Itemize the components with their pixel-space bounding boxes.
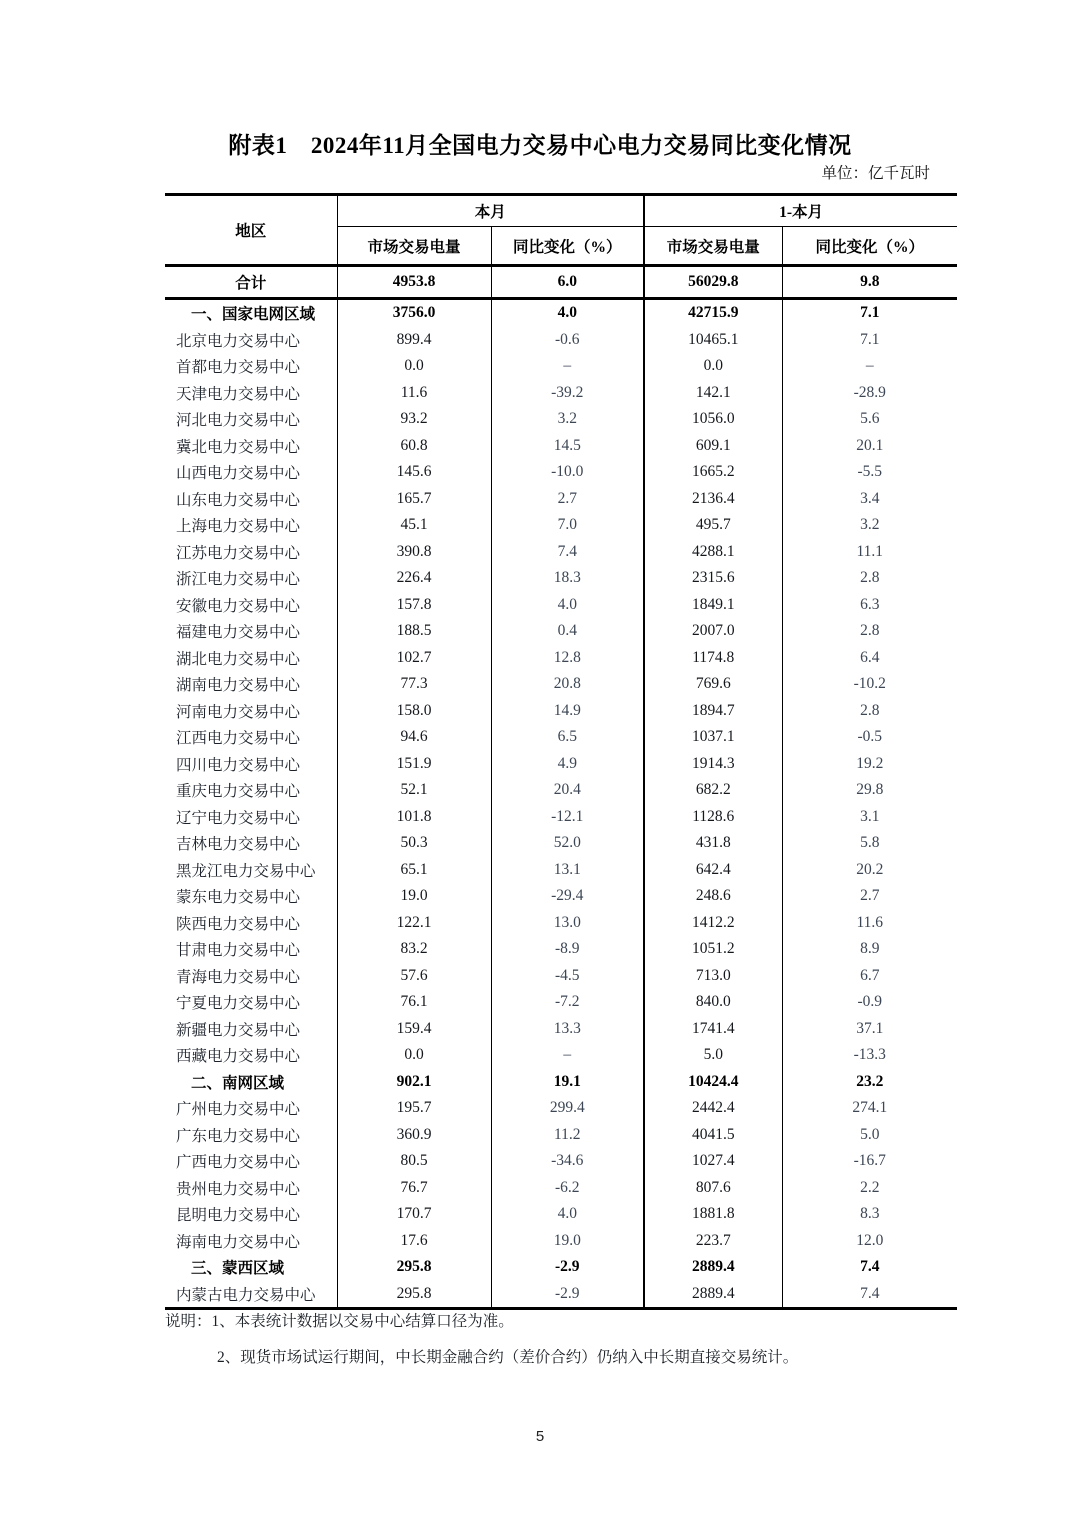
cumulative-volume-cell: 223.7 xyxy=(644,1228,782,1255)
total-current-volume-cell: 4953.8 xyxy=(337,266,491,299)
region-name-cell: 四川电力交易中心 xyxy=(165,751,337,778)
current-volume-cell: 902.1 xyxy=(337,1069,491,1096)
table-row xyxy=(165,830,957,857)
table-row xyxy=(165,1122,957,1149)
current-yoy-cell: -34.6 xyxy=(491,1148,644,1175)
table-body xyxy=(165,266,957,1309)
cumulative-volume-cell: 1128.6 xyxy=(644,804,782,831)
cumulative-volume-cell: 609.1 xyxy=(644,433,782,460)
current-volume-cell: 390.8 xyxy=(337,539,491,566)
col-header-current-month: 本月 xyxy=(337,195,644,227)
cumulative-yoy-cell: 2.8 xyxy=(860,569,880,587)
region-name-cell: 北京电力交易中心 xyxy=(165,327,337,354)
table-row xyxy=(165,327,957,354)
table-row xyxy=(165,1175,957,1202)
cumulative-volume-cell: 2136.4 xyxy=(644,486,782,513)
current-volume-cell: 77.3 xyxy=(337,671,491,698)
table-row xyxy=(165,459,957,486)
table-row xyxy=(165,857,957,884)
region-name-cell: 浙江电力交易中心 xyxy=(165,565,337,592)
cumulative-volume-cell: 42715.9 xyxy=(644,299,782,327)
cumulative-volume-cell: 642.4 xyxy=(644,857,782,884)
table-row xyxy=(165,433,957,460)
cumulative-volume-cell: 2889.4 xyxy=(644,1254,782,1281)
current-yoy-cell: 3.2 xyxy=(491,406,644,433)
current-yoy-cell: 2.7 xyxy=(491,486,644,513)
cumulative-volume-cell: 1894.7 xyxy=(644,698,782,725)
current-volume-cell: 158.0 xyxy=(337,698,491,725)
current-volume-cell: 102.7 xyxy=(337,645,491,672)
current-yoy-cell: 7.4 xyxy=(491,539,644,566)
current-volume-cell: 226.4 xyxy=(337,565,491,592)
table-row xyxy=(165,751,957,778)
cumulative-yoy-cell: 5.0 xyxy=(860,1125,880,1143)
cumulative-yoy-cell: 8.3 xyxy=(860,1205,880,1223)
cumulative-volume-cell: 1881.8 xyxy=(644,1201,782,1228)
cumulative-yoy-cell: 23.2 xyxy=(856,1072,884,1090)
current-yoy-cell: 13.1 xyxy=(491,857,644,884)
page-title: 附表1 2024年11月全国电力交易中心电力交易同比变化情况 xyxy=(228,133,852,158)
table-row xyxy=(165,353,957,380)
table-row xyxy=(165,963,957,990)
cumulative-yoy-cell: 2.8 xyxy=(860,701,880,719)
current-volume-cell: 93.2 xyxy=(337,406,491,433)
cumulative-volume-cell: 1849.1 xyxy=(644,592,782,619)
region-name-cell: 昆明电力交易中心 xyxy=(165,1201,337,1228)
cumulative-yoy-cell: 6.4 xyxy=(860,648,880,666)
table-row xyxy=(165,1095,957,1122)
region-name-cell: 西藏电力交易中心 xyxy=(165,1042,337,1069)
current-yoy-cell: -6.2 xyxy=(491,1175,644,1202)
cumulative-volume-cell: 4041.5 xyxy=(644,1122,782,1149)
current-volume-cell: 195.7 xyxy=(337,1095,491,1122)
region-name-cell: 甘肃电力交易中心 xyxy=(165,936,337,963)
cumulative-yoy-cell: -5.5 xyxy=(857,463,883,481)
region-name-cell: 冀北电力交易中心 xyxy=(165,433,337,460)
cumulative-yoy-cell: 20.1 xyxy=(856,436,884,454)
cumulative-volume-cell: 840.0 xyxy=(644,989,782,1016)
region-name-cell: 广州电力交易中心 xyxy=(165,1095,337,1122)
total-cumulative-yoy-cell: 9.8 xyxy=(782,266,957,299)
region-name-cell: 陕西电力交易中心 xyxy=(165,910,337,937)
current-volume-cell: 145.6 xyxy=(337,459,491,486)
cumulative-yoy-cell: 7.4 xyxy=(860,1284,880,1302)
cumulative-volume-cell: 769.6 xyxy=(644,671,782,698)
cumulative-yoy-cell: 6.3 xyxy=(860,595,880,613)
cumulative-yoy-cell: 5.8 xyxy=(860,834,880,852)
power-trading-table xyxy=(165,193,957,1310)
current-volume-cell: 188.5 xyxy=(337,618,491,645)
region-name-cell: 上海电力交易中心 xyxy=(165,512,337,539)
current-volume-cell: 899.4 xyxy=(337,327,491,354)
cumulative-volume-cell: 431.8 xyxy=(644,830,782,857)
region-name-cell: 湖北电力交易中心 xyxy=(165,645,337,672)
total-current-yoy-cell: 6.0 xyxy=(491,266,644,299)
region-name-cell: 宁夏电力交易中心 xyxy=(165,989,337,1016)
cumulative-yoy-cell: 2.7 xyxy=(860,887,880,905)
region-name-cell: 山西电力交易中心 xyxy=(165,459,337,486)
region-name-cell: 辽宁电力交易中心 xyxy=(165,804,337,831)
cumulative-volume-cell: 1914.3 xyxy=(644,751,782,778)
region-name-cell: 吉林电力交易中心 xyxy=(165,830,337,857)
region-name-cell: 河北电力交易中心 xyxy=(165,406,337,433)
region-name-cell: 青海电力交易中心 xyxy=(165,963,337,990)
cumulative-volume-cell: 1037.1 xyxy=(644,724,782,751)
cumulative-yoy-cell: 29.8 xyxy=(856,781,884,799)
cumulative-yoy-cell: 2.8 xyxy=(860,622,880,640)
total-label-cell: 合计 xyxy=(165,266,337,299)
cumulative-yoy-cell: 7.4 xyxy=(860,1258,880,1276)
current-volume-cell: 76.1 xyxy=(337,989,491,1016)
current-yoy-cell: 4.0 xyxy=(491,1201,644,1228)
cumulative-volume-cell: 2315.6 xyxy=(644,565,782,592)
current-yoy-cell: 20.8 xyxy=(491,671,644,698)
table-row xyxy=(165,1281,957,1309)
cumulative-volume-cell: 713.0 xyxy=(644,963,782,990)
table-row xyxy=(165,592,957,619)
table-row xyxy=(165,910,957,937)
cumulative-yoy-cell: 5.6 xyxy=(860,410,880,428)
total-row xyxy=(165,266,957,299)
region-name-cell: 新疆电力交易中心 xyxy=(165,1016,337,1043)
cumulative-yoy-cell: 12.0 xyxy=(856,1231,884,1249)
current-yoy-cell: 19.1 xyxy=(491,1069,644,1096)
cumulative-volume-cell: 2442.4 xyxy=(644,1095,782,1122)
region-name-cell: 福建电力交易中心 xyxy=(165,618,337,645)
current-yoy-cell: -2.9 xyxy=(491,1254,644,1281)
current-volume-cell: 57.6 xyxy=(337,963,491,990)
current-volume-cell: 295.8 xyxy=(337,1254,491,1281)
table-row xyxy=(165,671,957,698)
current-volume-cell: 295.8 xyxy=(337,1281,491,1309)
current-yoy-cell: 20.4 xyxy=(491,777,644,804)
current-yoy-cell: 13.3 xyxy=(491,1016,644,1043)
current-yoy-cell: 18.3 xyxy=(491,565,644,592)
region-name-cell: 内蒙古电力交易中心 xyxy=(165,1281,337,1309)
cumulative-yoy-cell: -0.9 xyxy=(857,993,883,1011)
region-name-cell: 山东电力交易中心 xyxy=(165,486,337,513)
table-header xyxy=(165,195,957,266)
current-yoy-cell: -39.2 xyxy=(491,380,644,407)
current-volume-cell: 11.6 xyxy=(337,380,491,407)
table-row xyxy=(165,539,957,566)
table-row xyxy=(165,1228,957,1255)
current-yoy-cell: 14.9 xyxy=(491,698,644,725)
current-volume-cell: 101.8 xyxy=(337,804,491,831)
current-volume-cell: 157.8 xyxy=(337,592,491,619)
region-name-cell: 蒙东电力交易中心 xyxy=(165,883,337,910)
current-yoy-cell: -4.5 xyxy=(491,963,644,990)
cumulative-yoy-cell: 37.1 xyxy=(856,1019,884,1037)
region-name-cell: 江苏电力交易中心 xyxy=(165,539,337,566)
table-row xyxy=(165,1042,957,1069)
unit-label: 单位：亿千瓦时 xyxy=(821,165,930,182)
current-volume-cell: 65.1 xyxy=(337,857,491,884)
current-yoy-cell: – xyxy=(491,1042,644,1069)
table-row xyxy=(165,1016,957,1043)
table-row xyxy=(165,645,957,672)
footnote-1: 说明：1、本表统计数据以交易中心结算口径为准。 xyxy=(165,1313,514,1330)
cumulative-yoy-cell: -0.5 xyxy=(857,728,883,746)
header-group-row xyxy=(165,195,957,227)
table-row xyxy=(165,1069,957,1096)
cumulative-volume-cell: 1056.0 xyxy=(644,406,782,433)
current-volume-cell: 76.7 xyxy=(337,1175,491,1202)
cumulative-volume-cell: 248.6 xyxy=(644,883,782,910)
current-volume-cell: 159.4 xyxy=(337,1016,491,1043)
total-cumulative-volume-cell: 56029.8 xyxy=(644,266,782,299)
cumulative-yoy-cell: – xyxy=(865,357,874,375)
cumulative-yoy-cell: -16.7 xyxy=(853,1152,886,1170)
cumulative-volume-cell: 10424.4 xyxy=(644,1069,782,1096)
col-header-cumulative-volume: 市场交易电量 xyxy=(644,227,782,266)
current-volume-cell: 80.5 xyxy=(337,1148,491,1175)
table-row xyxy=(165,1201,957,1228)
current-yoy-cell: – xyxy=(491,353,644,380)
region-name-cell: 海南电力交易中心 xyxy=(165,1228,337,1255)
cumulative-volume-cell: 2889.4 xyxy=(644,1281,782,1309)
table-row xyxy=(165,724,957,751)
footnotes xyxy=(165,1309,798,1367)
current-yoy-cell: 4.0 xyxy=(491,299,644,327)
current-volume-cell: 0.0 xyxy=(337,1042,491,1069)
current-yoy-cell: 13.0 xyxy=(491,910,644,937)
table-row xyxy=(165,777,957,804)
cumulative-volume-cell: 1051.2 xyxy=(644,936,782,963)
current-volume-cell: 3756.0 xyxy=(337,299,491,327)
current-volume-cell: 45.1 xyxy=(337,512,491,539)
region-name-cell: 首都电力交易中心 xyxy=(165,353,337,380)
region-name-cell: 湖南电力交易中心 xyxy=(165,671,337,698)
cumulative-volume-cell: 10465.1 xyxy=(644,327,782,354)
region-name-cell: 一、国家电网区域 xyxy=(165,299,337,327)
cumulative-yoy-cell: 6.7 xyxy=(860,966,880,984)
region-name-cell: 广西电力交易中心 xyxy=(165,1148,337,1175)
current-yoy-cell: -29.4 xyxy=(491,883,644,910)
table-row xyxy=(165,565,957,592)
col-header-cumulative-yoy: 同比变化（%） xyxy=(782,227,957,266)
cumulative-volume-cell: 2007.0 xyxy=(644,618,782,645)
page-number: 5 xyxy=(535,1428,545,1445)
region-name-cell: 河南电力交易中心 xyxy=(165,698,337,725)
cumulative-volume-cell: 1665.2 xyxy=(644,459,782,486)
current-volume-cell: 19.0 xyxy=(337,883,491,910)
cumulative-yoy-cell: 3.2 xyxy=(860,516,880,534)
region-name-cell: 二、南网区域 xyxy=(165,1069,337,1096)
cumulative-yoy-cell: 3.1 xyxy=(860,807,880,825)
current-yoy-cell: -7.2 xyxy=(491,989,644,1016)
table-row xyxy=(165,486,957,513)
cumulative-volume-cell: 4288.1 xyxy=(644,539,782,566)
cumulative-volume-cell: 495.7 xyxy=(644,512,782,539)
current-yoy-cell: 6.5 xyxy=(491,724,644,751)
cumulative-yoy-cell: 11.1 xyxy=(856,542,884,560)
table-row xyxy=(165,1254,957,1281)
table-row xyxy=(165,380,957,407)
cumulative-yoy-cell: 7.1 xyxy=(860,330,880,348)
current-yoy-cell: -8.9 xyxy=(491,936,644,963)
current-yoy-cell: -0.6 xyxy=(491,327,644,354)
current-volume-cell: 151.9 xyxy=(337,751,491,778)
table-row xyxy=(165,299,957,327)
region-name-cell: 三、蒙西区域 xyxy=(165,1254,337,1281)
cumulative-volume-cell: 142.1 xyxy=(644,380,782,407)
current-yoy-cell: 4.0 xyxy=(491,592,644,619)
cumulative-yoy-cell: 20.2 xyxy=(856,860,884,878)
current-volume-cell: 52.1 xyxy=(337,777,491,804)
current-volume-cell: 94.6 xyxy=(337,724,491,751)
cumulative-yoy-cell: 7.1 xyxy=(860,304,880,322)
current-volume-cell: 170.7 xyxy=(337,1201,491,1228)
table-row xyxy=(165,698,957,725)
region-name-cell: 安徽电力交易中心 xyxy=(165,592,337,619)
current-yoy-cell: 14.5 xyxy=(491,433,644,460)
current-volume-cell: 0.0 xyxy=(337,353,491,380)
region-name-cell: 江西电力交易中心 xyxy=(165,724,337,751)
cumulative-volume-cell: 0.0 xyxy=(644,353,782,380)
footnote-2: 2、现货市场试运行期间，中长期金融合约（差价合约）仍纳入中长期直接交易统计。 xyxy=(217,1349,799,1366)
current-volume-cell: 17.6 xyxy=(337,1228,491,1255)
cumulative-yoy-cell: 3.4 xyxy=(860,489,880,507)
cumulative-yoy-cell: 274.1 xyxy=(852,1099,888,1117)
region-name-cell: 天津电力交易中心 xyxy=(165,380,337,407)
col-header-region: 地区 xyxy=(165,195,337,266)
current-yoy-cell: 7.0 xyxy=(491,512,644,539)
current-volume-cell: 360.9 xyxy=(337,1122,491,1149)
current-yoy-cell: 12.8 xyxy=(491,645,644,672)
current-volume-cell: 83.2 xyxy=(337,936,491,963)
current-yoy-cell: -12.1 xyxy=(491,804,644,831)
col-header-current-volume: 市场交易电量 xyxy=(337,227,491,266)
cumulative-volume-cell: 682.2 xyxy=(644,777,782,804)
region-name-cell: 黑龙江电力交易中心 xyxy=(165,857,337,884)
current-yoy-cell: 52.0 xyxy=(491,830,644,857)
current-volume-cell: 165.7 xyxy=(337,486,491,513)
table-row xyxy=(165,618,957,645)
cumulative-yoy-cell: -10.2 xyxy=(853,675,886,693)
table-row xyxy=(165,512,957,539)
current-yoy-cell: 19.0 xyxy=(491,1228,644,1255)
current-volume-cell: 50.3 xyxy=(337,830,491,857)
current-yoy-cell: -10.0 xyxy=(491,459,644,486)
table-row xyxy=(165,406,957,433)
table-row xyxy=(165,989,957,1016)
current-yoy-cell: 0.4 xyxy=(491,618,644,645)
current-volume-cell: 60.8 xyxy=(337,433,491,460)
current-yoy-cell: -2.9 xyxy=(491,1281,644,1309)
cumulative-yoy-cell: -13.3 xyxy=(853,1046,886,1064)
cumulative-volume-cell: 1741.4 xyxy=(644,1016,782,1043)
col-header-current-yoy: 同比变化（%） xyxy=(491,227,644,266)
cumulative-volume-cell: 1174.8 xyxy=(644,645,782,672)
col-header-cumulative: 1-本月 xyxy=(644,195,957,227)
cumulative-volume-cell: 1412.2 xyxy=(644,910,782,937)
cumulative-volume-cell: 1027.4 xyxy=(644,1148,782,1175)
cumulative-volume-cell: 807.6 xyxy=(644,1175,782,1202)
current-volume-cell: 122.1 xyxy=(337,910,491,937)
cumulative-yoy-cell: 11.6 xyxy=(856,913,884,931)
cumulative-yoy-cell: 8.9 xyxy=(860,940,880,958)
current-yoy-cell: 4.9 xyxy=(491,751,644,778)
table-row xyxy=(165,1148,957,1175)
table-row xyxy=(165,883,957,910)
region-name-cell: 广东电力交易中心 xyxy=(165,1122,337,1149)
current-yoy-cell: 299.4 xyxy=(491,1095,644,1122)
region-name-cell: 贵州电力交易中心 xyxy=(165,1175,337,1202)
table-row xyxy=(165,804,957,831)
cumulative-yoy-cell: 19.2 xyxy=(856,754,884,772)
cumulative-yoy-cell: 2.2 xyxy=(860,1178,880,1196)
region-name-cell: 重庆电力交易中心 xyxy=(165,777,337,804)
table-row xyxy=(165,936,957,963)
cumulative-yoy-cell: -28.9 xyxy=(853,383,886,401)
cumulative-volume-cell: 5.0 xyxy=(644,1042,782,1069)
current-yoy-cell: 11.2 xyxy=(491,1122,644,1149)
